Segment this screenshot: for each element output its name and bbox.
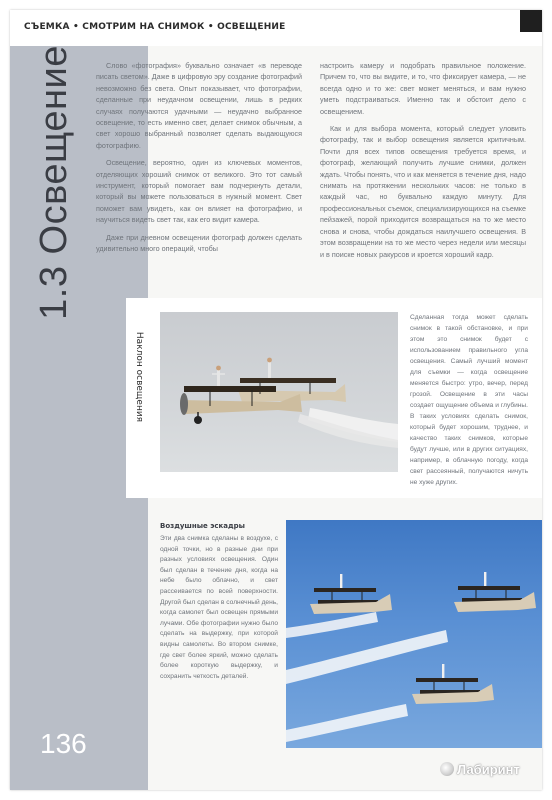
page-number: 136 bbox=[40, 728, 87, 759]
formation-illustration bbox=[286, 520, 542, 748]
figure-caption-text: Наклон освещения bbox=[134, 331, 144, 423]
chapter-title bbox=[22, 44, 86, 320]
page-header bbox=[10, 10, 542, 46]
chapter-title-text: 1.3 Освещение bbox=[32, 44, 75, 320]
logo-text: Лабиринт bbox=[457, 761, 520, 777]
breadcrumb: СЪЕМКА • СМОТРИМ НА СНИМОК • ОСВЕЩЕНИЕ bbox=[24, 22, 286, 32]
photo-blue-sky-formation bbox=[286, 520, 542, 748]
watermark-logo bbox=[440, 754, 540, 784]
paragraph: Эти два снимка сделаны в воздухе, с одной точки, но в разные дни при разных условиях освещения. Один был сделан в течение дня, когда на небе было облачно, и свет рассеивается по всей поверхности. Другой был сделан в солнечный день, когда самолет был освещен прямыми лучами. Обе фотографии нужно было сделать на выдержку, при которой видны самолеты. Во втором снимке, где свет более яркий, можно сделать более короткую выдержку, и сохранить четкость деталей. bbox=[160, 535, 278, 680]
paragraph: Как и для выбора момента, который следует уловить фотографу, так и выбор освещения является критичным. Почти для всех типов освещения требуется время, и фотограф, желающий получить лучшие снимки, должен ждать. Чтобы понять, что и как меняется в течение дня, надо снимать на протяжении нескольких часов: не только в каждый час, но буквально каждую минуту. Для профессиональных съемок, специализирующихся на съемке пейзажей, порой приходится возвращаться на то же место снова и снова, чтобы дождаться наилучшего освещения. В этом возвращении на то же место через недели или месяцы и в поиске новых ракурсов и кроется хороший кадр. bbox=[320, 124, 526, 259]
paragraph: Освещение, вероятно, один из ключевых моментов, отделяющих хороший снимок от великого. Это тот самый инструмент, который помогает вам подчеркнуть детали, который вы можете пользоваться в нужный момент. Свет поможет вам увидеть, как он влияет на фотографию, и научиться видеть свет так, как его видит камера. bbox=[96, 158, 302, 225]
body-column-1 bbox=[96, 60, 302, 261]
paragraph: Сделанная тогда может сделать снимок в такой обстановке, и при этом это снимок будет с использованием правильного угла освещения. Самый лучший момент для съемки — когда освещение меняется быстро: утро, вечер, перед грозой. Освещение в эти часы создает ощущение объема и глубины. В таких условиях сделать снимок, который будет хорошим, труднее, и качество таких снимков, которые будут лучше, или в других ситуациях, например, в облачную погоду, когда свет рассеянный, получаются ничуть не хуже других. bbox=[410, 314, 528, 486]
figure-caption bbox=[128, 310, 150, 444]
biplane-illustration bbox=[160, 312, 398, 472]
header-corner-tab bbox=[520, 10, 542, 32]
paragraph: настроить камеру и подобрать правильное положение. Причем то, что вы видите, и то, что фиксирует камера, — не всегда одно и то же: свет может меняться, и вам нужно уметь подстраиваться. Именно так и обстоит дело с освещением. bbox=[320, 61, 526, 116]
paragraph: Слово «фотография» буквально означает «в переводе писать светом». Даже в цифровую эру создание фотографий невозможно без света. Опыт показывает, что фотографии, сделанные при неудачном освещении, лишь в редких случаях получаются удачными — неудачно выбранное освещение, то есть именно свет, делает снимок обычным, а свет хорошо выбранный позволяет сделать выдающуюся фотографию. bbox=[96, 61, 302, 150]
body-column-2 bbox=[320, 60, 526, 266]
logo-mark-icon bbox=[440, 762, 454, 776]
book-page bbox=[10, 10, 542, 790]
example-title: Воздушные эскадры bbox=[160, 522, 245, 530]
example-text bbox=[160, 534, 278, 682]
photo-overcast-biplanes bbox=[160, 312, 398, 472]
paragraph: Даже при дневном освещении фотограф должен сделать удивительно много операций, чтобы bbox=[96, 232, 302, 254]
figure-side-text bbox=[410, 312, 528, 488]
